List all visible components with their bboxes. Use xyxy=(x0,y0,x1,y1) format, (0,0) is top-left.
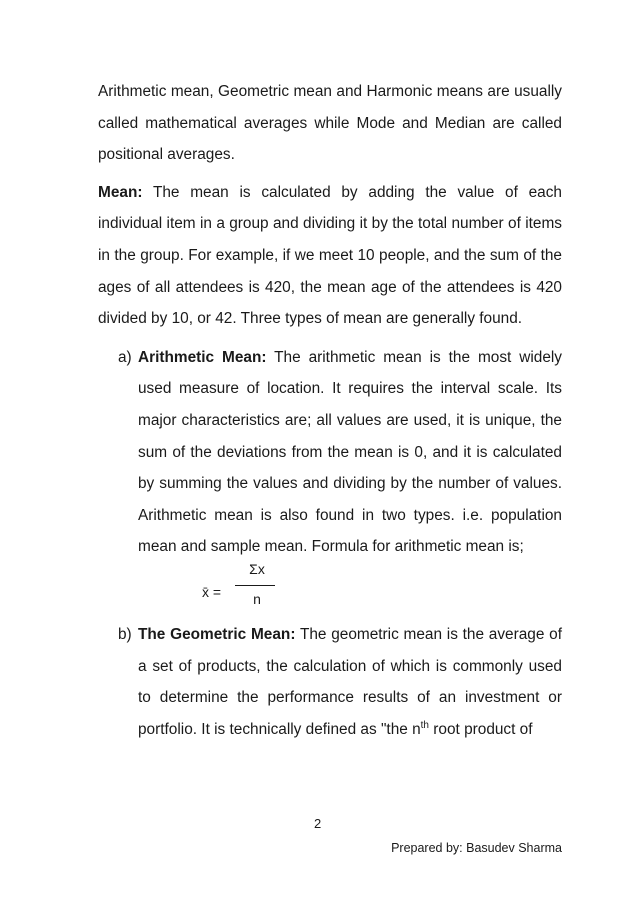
mean-paragraph xyxy=(98,177,562,335)
formula-numerator: Σx xyxy=(249,560,265,577)
arithmetic-mean-formula xyxy=(138,560,562,619)
mean-heading: Mean: xyxy=(98,183,143,201)
arithmetic-mean-heading: Arithmetic Mean: xyxy=(138,348,267,366)
list-item-geometric-mean xyxy=(118,619,562,745)
geometric-mean-text-end: root product of xyxy=(429,720,533,738)
intro-paragraph: Arithmetic mean, Geometric mean and Harmonic means are usually called mathematical averages while Mode and Median are called positional averages. xyxy=(98,83,562,164)
geometric-mean-heading: The Geometric Mean: xyxy=(138,625,296,643)
page-number: 2 xyxy=(314,816,322,831)
body-text xyxy=(98,76,562,745)
list-marker-b: b) xyxy=(118,625,132,643)
superscript-th: th xyxy=(420,719,429,731)
formula-lhs: x̄ = xyxy=(202,583,222,600)
fraction-bar xyxy=(235,585,275,586)
formula-denominator: n xyxy=(253,590,261,607)
list-marker-a: a) xyxy=(118,348,132,366)
list-item-arithmetic-mean xyxy=(118,342,562,563)
geometric-mean-text: The geometric mean is the average of a set of products, the calculation of which is commonly used to determine the performance results of an investment or portfolio. It is technically defined as "the n xyxy=(138,625,562,738)
footer-author: Prepared by: Basudev Sharma xyxy=(391,841,562,855)
arithmetic-mean-text: The arithmetic mean is the most widely used measure of location. It requires the interval scale. Its major characteristics are; all values are used, it is unique, the sum of the deviations from the mean is 0, and it is calculated by summing the values and dividing by the number of values. Arithmetic mean is also found in two types. i.e. population mean and sample mean. Formula for arithmetic mean is; xyxy=(138,348,562,556)
mean-text: The mean is calculated by adding the value of each individual item in a group and dividing it by the total number of items in the group. For example, if we meet 10 people, and the sum of the ages of all attendees is 420, the mean age of the attendees is 420 divided by 10, or 42. Three types of mean are generally found. xyxy=(98,183,562,328)
